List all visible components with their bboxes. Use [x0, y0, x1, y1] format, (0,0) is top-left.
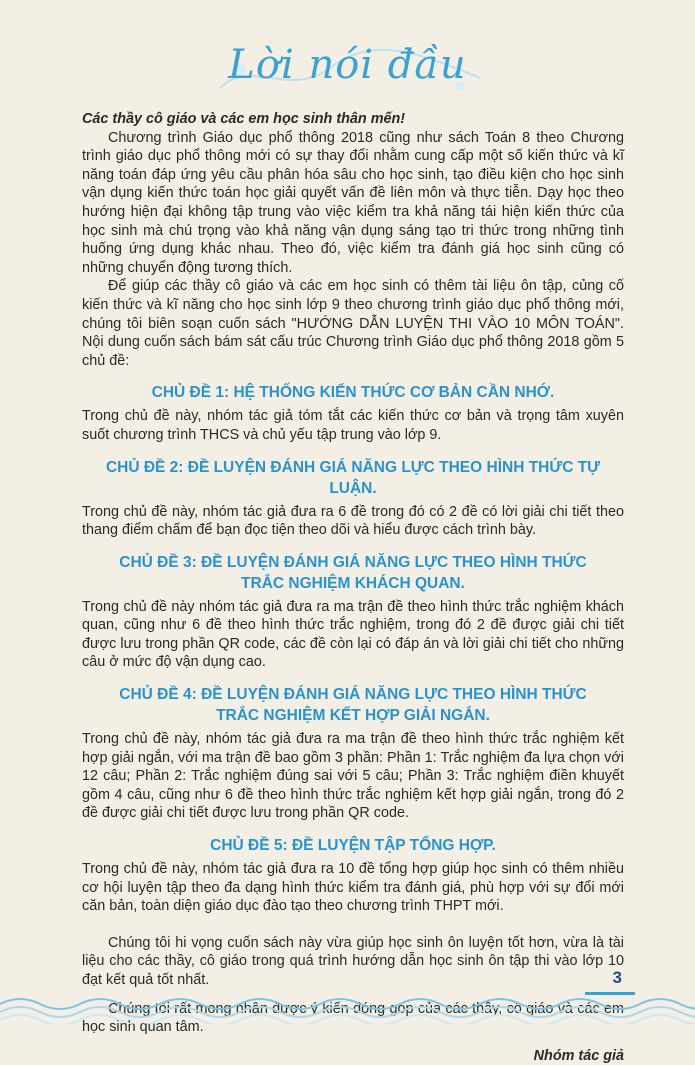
bottom-wave-decoration: [0, 990, 695, 1024]
title-area: [0, 42, 695, 102]
closing-paragraph-2: Chúng tôi rất mong nhận được ý kiến đóng góp của các thầy, cô giáo và các em học sinh quan tâm.: [82, 1000, 624, 1036]
intro-paragraph-2: Để giúp các thầy cô giáo và các em học sinh có thêm tài liệu ôn tập, củng cố kiến thức và kĩ năng cho học sinh lớp 9 theo chương trình giáo dục phổ thông mới, chúng tôi biên soạn cuốn sách "HƯỚNG DẪN LUYỆN THI VÀO 10 MÔN TOÁN". Nội dung cuốn sách bám sát cấu trúc Chương trình Giáo dục phổ thông 2018 gồm 5 chủ đề:: [82, 278, 624, 369]
signature: Nhóm tác giả: [533, 1047, 624, 1064]
greeting: Các thầy cô giáo và các em học sinh thân mến!: [82, 111, 406, 127]
preface-content: [82, 110, 624, 1065]
topic-title: [82, 382, 624, 403]
topic-4: [82, 684, 624, 823]
topic-title: [82, 835, 624, 856]
closing-paragraph-1: Chúng tôi hi vọng cuốn sách này vừa giúp học sinh ôn luyện tốt hơn, vừa là tài liệu cho các thầy, cô giáo trong quá trình hướng dẫn học sinh ôn tập thi vào lớp 10 đạt kết quả tốt nhất.: [82, 934, 624, 988]
topic-title-line: CHỦ ĐỀ 4: ĐỀ LUYỆN ĐÁNH GIÁ NĂNG LỰC THEO HÌNH THỨC: [119, 686, 587, 704]
topic-body: Trong chủ đề này, nhóm tác giả tóm tắt các kiến thức cơ bản và trọng tâm xuyên suốt chương trình THCS và chủ yếu tập trung vào lớp 9.: [82, 408, 624, 443]
topic-1: [82, 382, 624, 444]
topic-body: Trong chủ đề này, nhóm tác giả đưa ra 10 đề tổng hợp giúp học sinh có thêm nhiều cơ hội luyện tập theo đa dạng hình thức kiểm tra đánh giá, phù hợp với sự đổi mới căn bản, toàn diện giáo dục đào tạo theo chương trình THPT mới.: [82, 861, 624, 915]
topic-title: [82, 552, 624, 594]
intro-paragraph-1: Chương trình Giáo dục phổ thông 2018 cũng như sách Toán 8 theo Chương trình giáo dục phổ thông mới có sự thay đổi nhằm cung cấp một số kiến thức và kĩ năng toán đáp ứng yêu cầu phân hóa sâu cho học sinh, tạo điều kiện cho học sinh vận dụng kiến thức toán học giải quyết vấn đề liên môn và thực tiễn. Dạy học theo hướng hiện đại không tập trung vào việc kiểm tra khả năng tái hiện kiến thức của học sinh mà chú trọng vào khả năng vận dụng sáng tạo tri thức trong những tình huống ứng dụng khác nhau. Theo đó, việc kiểm tra đánh giá học sinh cũng có những chuyển động tương thích.: [82, 129, 624, 276]
spacer: [82, 916, 624, 934]
page-title: Lời nói đầu: [228, 42, 467, 88]
topic-title-line: TRẮC NGHIỆM KẾT HỢP GIẢI NGẮN.: [216, 707, 490, 725]
topic-title: [82, 684, 624, 726]
page-number: 3: [612, 968, 622, 987]
topic-title-line: TRẮC NGHIỆM KHÁCH QUAN.: [241, 574, 465, 592]
topic-title-line: CHỦ ĐỀ 5: ĐỀ LUYỆN TẬP TỔNG HỢP.: [210, 837, 496, 855]
topic-body: Trong chủ đề này, nhóm tác giả đưa ra ma trận đề theo hình thức trắc nghiệm kết hợp giải ngắn, với ma trận đề bao gồm 3 phần: Phần 1: Trắc nghiệm đa lựa chọn với 12 câu; Phần 2: Trắc nghiệm đúng sai với 5 câu; Phần 3: Trắc nghiệm điền khuyết gồm 4 câu, cũng như 6 đề theo hình thức trắc nghiệm kết hợp giải ngắn, trong đó 2 đề được giải chi tiết được lưu trong phần QR code.: [82, 731, 624, 822]
topic-5: [82, 835, 624, 916]
topic-3: [82, 552, 624, 672]
topic-title-line: CHỦ ĐỀ 1: HỆ THỐNG KIẾN THỨC CƠ BẢN CẦN NHỚ.: [151, 384, 555, 402]
topic-body: Trong chủ đề này nhóm tác giả đưa ra ma trận đề theo hình thức trắc nghiệm khách quan, cũng như 6 đề theo hình thức trắc nghiệm, trong đó 2 đề được giải chi tiết được lưu trong phần QR code, các đề còn lại có đáp án và lời giải chi tiết cho những câu ở mức độ vận dụng cao.: [82, 598, 624, 671]
topic-2: [82, 457, 624, 540]
topic-title-line: CHỦ ĐỀ 3: ĐỀ LUYỆN ĐÁNH GIÁ NĂNG LỰC THEO HÌNH THỨC: [119, 553, 587, 571]
topic-title-line: CHỦ ĐỀ 2: ĐỀ LUYỆN ĐÁNH GIÁ NĂNG LỰC THEO HÌNH THỨC TỰ LUẬN.: [105, 458, 601, 497]
topic-title: [82, 457, 624, 499]
topic-body: Trong chủ đề này, nhóm tác giả đưa ra 6 đề trong đó có 2 đề có lời giải chi tiết theo thang điểm chấm để bạn đọc tiện theo dõi và hiểu được cách trình bày.: [82, 503, 624, 539]
